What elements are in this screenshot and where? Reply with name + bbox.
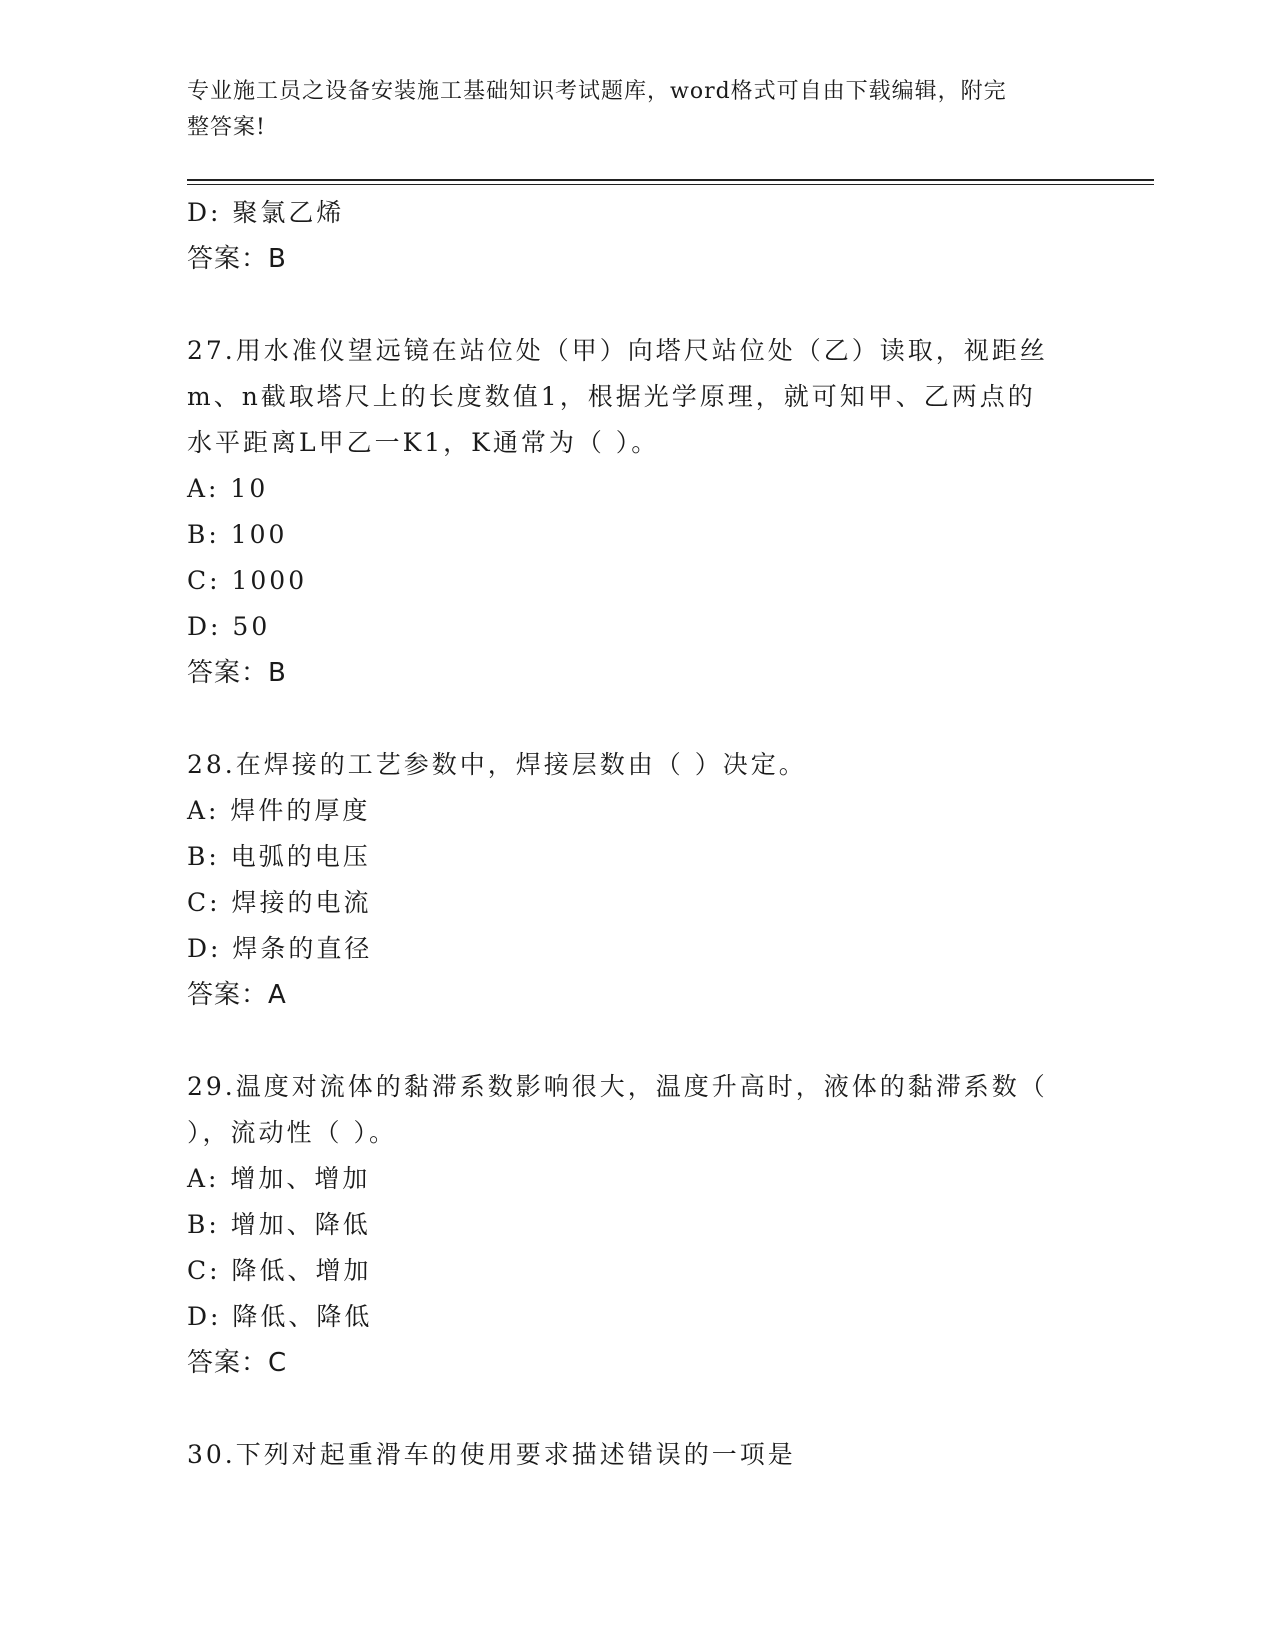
spacer	[187, 1386, 1077, 1432]
prev-answer: 答案：B	[187, 244, 287, 274]
answer: 答案：C	[187, 1348, 288, 1378]
option-d: D: 降低、降低	[187, 1302, 373, 1331]
question-text-line: m、n截取塔尺上的长度数值1，根据光学原理，就可知甲、乙两点的	[187, 382, 1036, 411]
option-b: B: 100	[187, 520, 288, 549]
option-a: A: 10	[187, 474, 269, 503]
option-c: C: 1000	[187, 566, 308, 595]
header-line-2: 整答案!	[187, 115, 266, 140]
question-text-line: 水平距离L甲乙一K1，K通常为（ ）。	[187, 428, 660, 457]
option-a: A: 增加、增加	[187, 1164, 371, 1193]
question-text-line: 29.温度对流体的黏滞系数影响很大，温度升高时，液体的黏滞系数（	[187, 1072, 1048, 1101]
question-list	[187, 190, 1077, 1478]
prev-option-d: D: 聚氯乙烯	[187, 198, 345, 227]
spacer	[187, 696, 1077, 742]
answer: 答案：A	[187, 980, 287, 1010]
option-d: D: 50	[187, 612, 271, 641]
header-divider-thick	[187, 179, 1154, 181]
question-29	[187, 1064, 1077, 1386]
option-c: C: 焊接的电流	[187, 888, 372, 917]
option-d: D: 焊条的直径	[187, 934, 373, 963]
question-27	[187, 328, 1077, 696]
question-28	[187, 742, 1077, 1018]
header-divider-thin	[187, 184, 1154, 185]
question-text-line: 30.下列对起重滑车的使用要求描述错误的一项是	[187, 1440, 796, 1469]
document-header	[187, 74, 1067, 146]
spacer	[187, 282, 1077, 328]
question-text-line: 28.在焊接的工艺参数中，焊接层数由（ ）决定。	[187, 750, 807, 779]
spacer	[187, 1018, 1077, 1064]
option-b: B: 电弧的电压	[187, 842, 371, 871]
header-line-1: 专业施工员之设备安装施工基础知识考试题库，word格式可自由下载编辑，附完	[187, 79, 1007, 104]
option-a: A: 焊件的厚度	[187, 796, 371, 825]
option-b: B: 增加、降低	[187, 1210, 371, 1239]
question-30	[187, 1432, 1077, 1478]
question-text-line: ），流动性（ ）。	[187, 1118, 397, 1147]
answer: 答案：B	[187, 658, 287, 688]
option-c: C: 降低、增加	[187, 1256, 372, 1285]
question-text-line: 27.用水准仪望远镜在站位处（甲）向塔尺站位处（乙）读取，视距丝	[187, 336, 1048, 365]
